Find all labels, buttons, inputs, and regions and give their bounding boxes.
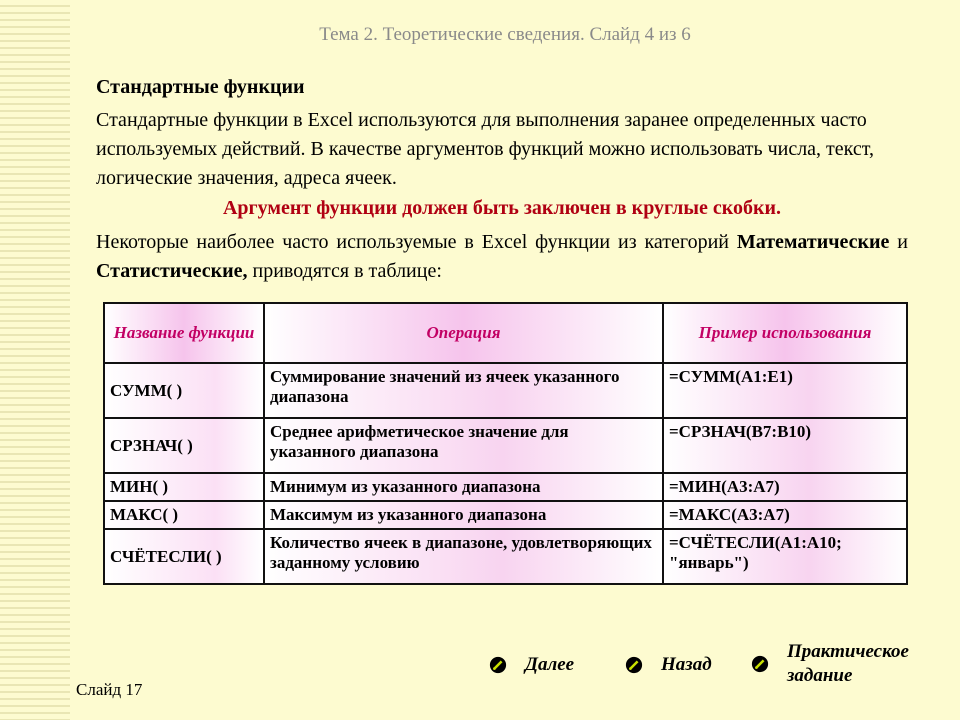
para-text-1: Некоторые наиболее часто используемые в Excel функции из категорий bbox=[96, 231, 737, 253]
slide-header: Тема 2. Теоретические сведения. Слайд 4 из 6 bbox=[319, 24, 691, 45]
back-button[interactable] bbox=[625, 654, 712, 676]
function-name-cell: МАКС( ) bbox=[104, 501, 264, 529]
operation-cell: Минимум из указанного диапазона bbox=[264, 473, 663, 501]
header-example: Пример использования bbox=[663, 303, 907, 363]
intro-paragraph: Стандартные функции в Excel используются для выполнения заранее определенных часто используемых действий. В качестве аргументов функций можно использовать числа, текст, логические значения, адреса ячеек. bbox=[96, 109, 875, 189]
example-cell: =МИН(А3:А7) bbox=[663, 473, 907, 501]
next-button[interactable] bbox=[489, 654, 574, 676]
decorative-stripes bbox=[0, 0, 70, 720]
operation-cell: Максимум из указанного диапазона bbox=[264, 501, 663, 529]
page-title: Стандартные функции bbox=[96, 76, 305, 98]
next-label: Далее bbox=[525, 654, 575, 675]
pencil-bullet-icon bbox=[625, 656, 643, 674]
function-name-cell: СУММ( ) bbox=[104, 363, 264, 418]
table-header-row bbox=[104, 303, 907, 363]
header-operation: Операция bbox=[264, 303, 663, 363]
function-name-cell: СЧЁТЕСЛИ( ) bbox=[104, 529, 264, 584]
para-text-2: и bbox=[889, 231, 908, 253]
highlight-note: Аргумент функции должен быть заключен в круглые скобки. bbox=[222, 197, 782, 219]
para-bold-stat: Статистические, bbox=[96, 260, 248, 282]
para-text-3: приводятся в таблице: bbox=[247, 260, 442, 282]
table-intro-paragraph bbox=[96, 228, 908, 286]
practical-task-button[interactable] bbox=[751, 640, 909, 688]
example-cell: =МАКС(А3:А7) bbox=[663, 501, 907, 529]
table-row bbox=[104, 363, 907, 418]
slide-number: Слайд 17 bbox=[76, 680, 143, 699]
table-row bbox=[104, 473, 907, 501]
task-label-line2: задание bbox=[787, 665, 853, 686]
operation-cell: Среднее арифметическое значение для указанного диапазона bbox=[264, 418, 663, 473]
function-name-cell: МИН( ) bbox=[104, 473, 264, 501]
example-cell: =СУММ(А1:Е1) bbox=[663, 363, 907, 418]
header-function-name: Название функции bbox=[104, 303, 264, 363]
function-name-cell: СРЗНАЧ( ) bbox=[104, 418, 264, 473]
table-row bbox=[104, 501, 907, 529]
practical-task-label bbox=[787, 640, 909, 688]
table-row bbox=[104, 529, 907, 584]
example-cell: =СЧЁТЕСЛИ(А1:А10; "январь") bbox=[663, 529, 907, 584]
table-row bbox=[104, 418, 907, 473]
back-label: Назад bbox=[661, 654, 712, 675]
para-bold-math: Математические bbox=[736, 231, 890, 253]
operation-cell: Суммирование значений из ячеек указанного диапазона bbox=[264, 363, 663, 418]
pencil-bullet-icon bbox=[489, 656, 507, 674]
example-cell: =СРЗНАЧ(В7:В10) bbox=[663, 418, 907, 473]
operation-cell: Количество ячеек в диапазоне, удовлетворяющих заданному условию bbox=[264, 529, 663, 584]
functions-table bbox=[103, 302, 908, 585]
task-label-line1: Практическое bbox=[787, 641, 909, 662]
pencil-bullet-icon bbox=[751, 655, 769, 673]
